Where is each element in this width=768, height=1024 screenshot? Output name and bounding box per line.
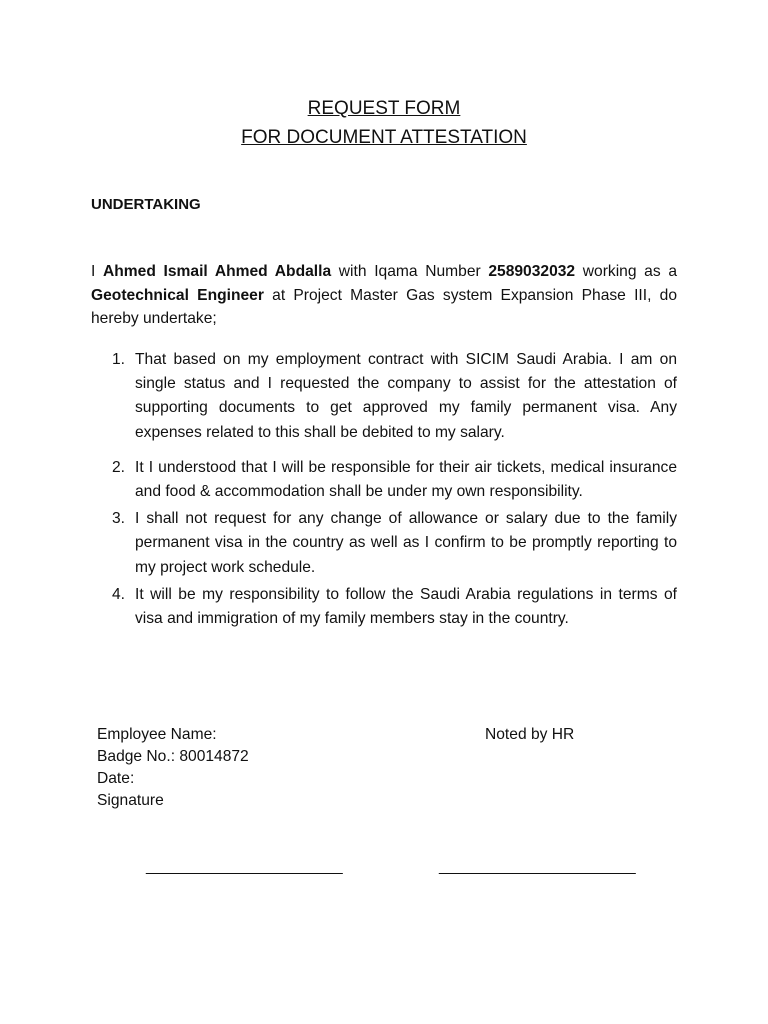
iqama-text: with Iqama Number bbox=[331, 263, 489, 280]
employee-details bbox=[97, 724, 249, 812]
signature-label: Signature bbox=[97, 792, 164, 809]
list-item-text: That based on my employment contract with SICIM Saudi Arabia. I am on single status and I requested the company to assist for the attestation of supporting documents to get approved my family permanent visa. Any expenses related to this shall be debited to my salary. bbox=[135, 351, 677, 441]
iqama-number: 2589032032 bbox=[488, 263, 576, 280]
date-label: Date: bbox=[97, 770, 135, 787]
document-title: REQUEST FORM bbox=[307, 98, 461, 119]
employee-name: Ahmed Ismail Ahmed Abdalla bbox=[103, 263, 332, 280]
job-title: Geotechnical Engineer bbox=[91, 286, 264, 304]
list-item-number: 1. bbox=[112, 351, 126, 368]
undertaking-list bbox=[91, 348, 677, 631]
list-item bbox=[91, 348, 677, 445]
hr-block bbox=[485, 724, 574, 746]
intro-suffix: at Project Master Gas system Expansion Phase III, do hereby undertake; bbox=[91, 286, 678, 327]
list-item-number: 4. bbox=[112, 585, 126, 603]
intro-paragraph bbox=[91, 260, 677, 331]
list-item-text: It I understood that I will be responsible for their air tickets, medical insurance and food & accommodation shall be under my own responsibility. bbox=[135, 458, 677, 501]
badge-number-label: Badge No.: 80014872 bbox=[97, 748, 249, 765]
list-item bbox=[91, 583, 677, 631]
working-text: working as a bbox=[575, 263, 677, 280]
employee-name-label: Employee Name: bbox=[97, 726, 217, 743]
list-item-number: 2. bbox=[112, 458, 126, 476]
list-item-number: 3. bbox=[112, 510, 126, 528]
employee-signature-line: ________________________ bbox=[146, 858, 343, 875]
list-item bbox=[91, 507, 677, 580]
document-subtitle: FOR DOCUMENT ATTESTATION bbox=[241, 127, 527, 148]
list-item-text: It will be my responsibility to follow the Saudi Arabia regulations in terms of visa and immigration of my family members stay in the country. bbox=[135, 585, 677, 628]
hr-signature-line: ________________________ bbox=[439, 858, 636, 875]
section-heading: UNDERTAKING bbox=[91, 196, 201, 213]
noted-by-hr-label: Noted by HR bbox=[485, 726, 575, 743]
list-item-text: I shall not request for any change of allowance or salary due to the family permanent visa in the country as well as I confirm to be promptly reporting to my project work schedule. bbox=[135, 510, 677, 576]
intro-prefix: I bbox=[91, 263, 104, 280]
list-item bbox=[91, 456, 677, 504]
